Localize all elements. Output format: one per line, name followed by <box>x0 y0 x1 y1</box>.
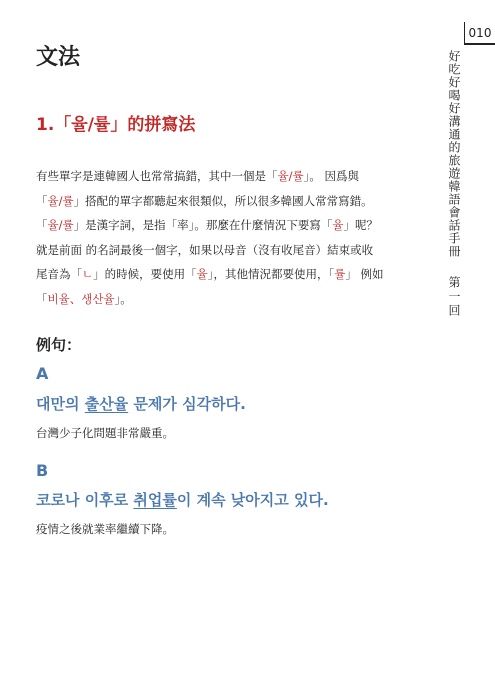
page-number: 010 <box>464 22 495 43</box>
underlined-term: 출산율 <box>84 395 129 413</box>
text-run: 」，其他情況都要使用，「 <box>207 267 335 281</box>
highlighted-term: 율/률 <box>47 218 74 232</box>
highlighted-term: 률 <box>334 267 346 281</box>
paragraph-line <box>36 238 436 263</box>
text-run: 」。 因爲與 <box>303 169 359 183</box>
example-b-translation: 疫情之後就業率繼續下降。 <box>36 522 174 536</box>
example-a-korean <box>36 393 246 414</box>
text-run: 문제가 심각하다. <box>128 395 246 413</box>
text-run: 「 <box>36 193 48 208</box>
text-run: 」的時候，要使用「 <box>93 267 197 281</box>
highlighted-term: 율/률 <box>277 169 304 183</box>
text-run: 대만의 <box>36 395 85 413</box>
text-run: 尾音為「 <box>36 267 82 281</box>
text-run: 」搭配的單字都聽起來很類似，所以很多韓國人常常寫錯。 <box>73 193 373 208</box>
book-title-vertical: 好吃好喝好溝通的旅遊韓語會話手冊 <box>447 50 461 258</box>
section-title: 文法 <box>36 45 81 70</box>
text-run: 」呢？ <box>343 218 378 232</box>
paragraph-line <box>36 262 436 287</box>
text-run: 就是前面 的名詞最後一個字，如果以母音（沒有收尾音）結束或收 <box>36 242 374 257</box>
example-a-letter: A <box>36 364 49 383</box>
highlighted-term: 비율、생산율 <box>47 291 115 306</box>
highlighted-term: 율 <box>196 267 208 281</box>
underlined-term: 취업률 <box>133 491 177 509</box>
examples-label: 例句： <box>36 336 82 354</box>
text-run: 」。 <box>114 291 132 306</box>
highlighted-term: ㄴ <box>82 267 94 281</box>
example-b-korean <box>36 489 329 510</box>
grammar-subheading: 1.「율/률」的拼寫法 <box>36 115 196 135</box>
text-run: 이 계속 낮아지고 있다. <box>176 491 329 509</box>
text-run: 」是漢字詞，是指「率」。那麼在什麼情況下要寫「 <box>73 218 333 232</box>
paragraph-line <box>36 189 436 214</box>
highlighted-term: 율/률 <box>47 193 74 208</box>
chapter-label-vertical: 第一回 <box>447 276 461 318</box>
highlighted-term: 율 <box>332 218 344 232</box>
example-a-translation: 台灣少子化問題非常嚴重。 <box>36 426 174 440</box>
text-run: 有些單字是連韓國人也常常搞錯，其中一個是「 <box>36 169 278 183</box>
text-run: 코로나 이후로 <box>36 491 134 509</box>
text-run: 「 <box>36 291 48 306</box>
paragraph-line <box>36 213 436 238</box>
example-b-letter: B <box>36 461 49 480</box>
text-run: 「 <box>36 218 48 232</box>
header-rule <box>464 43 495 45</box>
grammar-explanation <box>36 164 436 311</box>
text-run: 」 例如 <box>345 267 384 281</box>
paragraph-line <box>36 164 436 189</box>
paragraph-line <box>36 287 436 312</box>
